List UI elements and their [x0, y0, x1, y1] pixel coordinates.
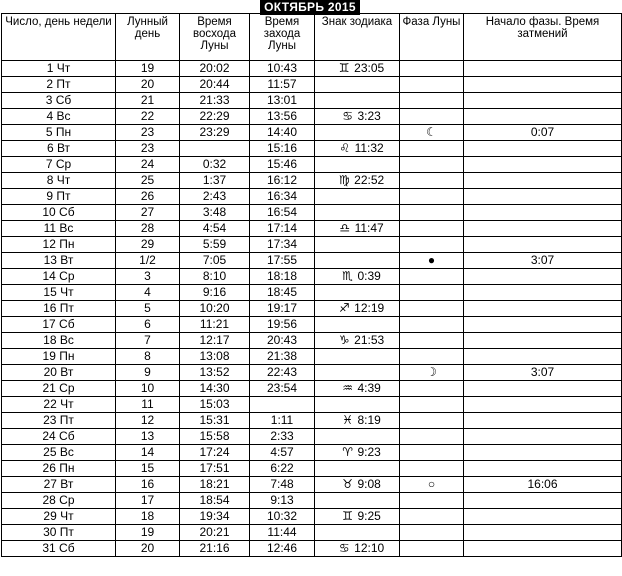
phase-start-cell	[464, 509, 622, 525]
zodiac-sign-icon: ♉	[342, 477, 354, 491]
date-cell: 14 Ср	[2, 269, 116, 285]
moon-phase-icon	[400, 93, 464, 109]
zodiac-sign-cell	[315, 109, 400, 125]
zodiac-sign-icon: ♐	[338, 301, 350, 315]
zodiac-sign-cell	[315, 429, 400, 445]
table-row	[2, 349, 622, 365]
moon-phase-icon	[400, 269, 464, 285]
table-row	[2, 317, 622, 333]
date-cell: 1 Чт	[2, 61, 116, 77]
table-row	[2, 461, 622, 477]
phase-start-cell	[464, 301, 622, 317]
zodiac-sign-icon: ♏	[342, 269, 354, 283]
lunar-day-cell: 23	[116, 141, 180, 157]
phase-start-cell: 16:06	[464, 477, 622, 493]
moonrise-cell: 8:10	[180, 269, 250, 285]
zodiac-sign-time: 11:32	[354, 141, 384, 155]
moon-phase-icon: ●	[400, 253, 464, 269]
lunar-day-cell: 10	[116, 381, 180, 397]
moon-phase-icon	[400, 205, 464, 221]
lunar-day-cell: 20	[116, 77, 180, 93]
lunar-day-cell: 19	[116, 61, 180, 77]
phase-start-cell	[464, 93, 622, 109]
moonrise-cell: 15:58	[180, 429, 250, 445]
date-cell: 6 Вт	[2, 141, 116, 157]
header-phase-start: Начало фазы. Время затмений	[464, 14, 622, 61]
moon-phase-icon	[400, 493, 464, 509]
moon-phase-icon	[400, 221, 464, 237]
moonrise-cell: 21:16	[180, 541, 250, 557]
table-row	[2, 429, 622, 445]
phase-start-cell	[464, 429, 622, 445]
moonset-cell: 19:17	[250, 301, 315, 317]
moonrise-cell: 2:43	[180, 189, 250, 205]
moon-phase-icon	[400, 173, 464, 189]
moonset-cell: 1:11	[250, 413, 315, 429]
zodiac-sign-time: 4:39	[357, 381, 381, 395]
zodiac-sign-cell	[315, 237, 400, 253]
table-row	[2, 445, 622, 461]
lunar-day-cell: 22	[116, 109, 180, 125]
zodiac-sign-icon: ♋	[338, 541, 350, 555]
table-row	[2, 493, 622, 509]
zodiac-sign-cell	[315, 141, 400, 157]
date-cell: 8 Чт	[2, 173, 116, 189]
moon-phase-icon	[400, 509, 464, 525]
date-cell: 9 Пт	[2, 189, 116, 205]
table-row	[2, 285, 622, 301]
moonset-cell: 7:48	[250, 477, 315, 493]
zodiac-sign-cell	[315, 269, 400, 285]
zodiac-sign-icon: ♎	[339, 221, 351, 235]
table-row	[2, 157, 622, 173]
moonset-cell: 23:54	[250, 381, 315, 397]
table-row	[2, 237, 622, 253]
date-cell: 13 Вт	[2, 253, 116, 269]
moonset-cell: 17:14	[250, 221, 315, 237]
zodiac-sign-time: 12:19	[354, 301, 385, 315]
header-moonset: Время захода Луны	[250, 14, 315, 61]
moonset-cell: 18:18	[250, 269, 315, 285]
moonset-cell: 13:01	[250, 93, 315, 109]
moonset-cell: 16:12	[250, 173, 315, 189]
lunar-day-cell: 29	[116, 237, 180, 253]
date-cell: 27 Вт	[2, 477, 116, 493]
header-zodiac-sign: Знак зодиака	[315, 14, 400, 61]
moonrise-cell: 19:34	[180, 509, 250, 525]
moon-phase-icon	[400, 189, 464, 205]
moon-phase-icon	[400, 445, 464, 461]
phase-start-cell: 0:07	[464, 125, 622, 141]
table-row	[2, 205, 622, 221]
moonset-cell: 13:56	[250, 109, 315, 125]
moon-phase-icon	[400, 461, 464, 477]
lunar-day-cell: 19	[116, 525, 180, 541]
zodiac-sign-time: 3:23	[357, 109, 381, 123]
table-row	[2, 477, 622, 493]
table-row	[2, 381, 622, 397]
moonrise-cell: 23:29	[180, 125, 250, 141]
zodiac-sign-cell	[315, 173, 400, 189]
phase-start-cell	[464, 541, 622, 557]
moon-phase-icon	[400, 317, 464, 333]
moon-phase-icon	[400, 77, 464, 93]
page-title: ОКТЯБРЬ 2015	[260, 0, 360, 15]
moonrise-cell: 4:54	[180, 221, 250, 237]
zodiac-sign-icon: ♌	[339, 141, 351, 155]
moonset-cell: 14:40	[250, 125, 315, 141]
zodiac-sign-cell	[315, 301, 400, 317]
header-moonrise: Время восхода Луны	[180, 14, 250, 61]
lunar-day-cell: 1/2	[116, 253, 180, 269]
zodiac-sign-cell	[315, 445, 400, 461]
table-row	[2, 253, 622, 269]
phase-start-cell	[464, 221, 622, 237]
zodiac-sign-cell	[315, 221, 400, 237]
lunar-day-cell: 3	[116, 269, 180, 285]
moonset-cell: 20:43	[250, 333, 315, 349]
moon-phase-icon: ○	[400, 477, 464, 493]
lunar-day-cell: 18	[116, 509, 180, 525]
header-row	[2, 14, 622, 61]
date-cell: 11 Вс	[2, 221, 116, 237]
moonrise-cell: 5:59	[180, 237, 250, 253]
moon-phase-icon	[400, 349, 464, 365]
moonrise-cell: 15:03	[180, 397, 250, 413]
zodiac-sign-cell	[315, 157, 400, 173]
moonrise-cell: 18:21	[180, 477, 250, 493]
date-cell: 5 Пн	[2, 125, 116, 141]
moon-phase-icon	[400, 381, 464, 397]
phase-start-cell	[464, 157, 622, 173]
moon-phase-icon	[400, 429, 464, 445]
date-cell: 24 Сб	[2, 429, 116, 445]
date-cell: 18 Вс	[2, 333, 116, 349]
lunar-day-cell: 14	[116, 445, 180, 461]
moon-phase-icon	[400, 397, 464, 413]
date-cell: 22 Чт	[2, 397, 116, 413]
date-cell: 12 Пн	[2, 237, 116, 253]
moonrise-cell	[180, 141, 250, 157]
moonrise-cell: 13:52	[180, 365, 250, 381]
zodiac-sign-time: 9:25	[357, 509, 381, 523]
zodiac-sign-icon: ♑	[338, 333, 350, 347]
phase-start-cell	[464, 61, 622, 77]
phase-start-cell: 3:07	[464, 365, 622, 381]
moonset-cell: 16:34	[250, 189, 315, 205]
lunar-day-cell: 24	[116, 157, 180, 173]
lunar-day-cell: 28	[116, 221, 180, 237]
phase-start-cell	[464, 397, 622, 413]
table-row	[2, 173, 622, 189]
lunar-day-cell: 12	[116, 413, 180, 429]
phase-start-cell	[464, 285, 622, 301]
phase-start-cell	[464, 317, 622, 333]
moonrise-cell: 20:21	[180, 525, 250, 541]
phase-start-cell	[464, 445, 622, 461]
moonrise-cell: 9:16	[180, 285, 250, 301]
moonrise-cell: 7:05	[180, 253, 250, 269]
moonrise-cell: 0:32	[180, 157, 250, 173]
zodiac-sign-cell	[315, 253, 400, 269]
lunar-day-cell: 25	[116, 173, 180, 189]
lunar-day-cell: 13	[116, 429, 180, 445]
moonrise-cell: 10:20	[180, 301, 250, 317]
moonrise-cell: 20:44	[180, 77, 250, 93]
moonrise-cell: 21:33	[180, 93, 250, 109]
zodiac-sign-cell	[315, 205, 400, 221]
phase-start-cell	[464, 109, 622, 125]
table-row	[2, 93, 622, 109]
lunar-day-cell: 27	[116, 205, 180, 221]
phase-start-cell	[464, 189, 622, 205]
moon-phase-icon	[400, 285, 464, 301]
moon-phase-icon	[400, 301, 464, 317]
phase-start-cell	[464, 493, 622, 509]
moonset-cell: 21:38	[250, 349, 315, 365]
moonset-cell: 11:57	[250, 77, 315, 93]
zodiac-sign-cell	[315, 397, 400, 413]
moon-phase-icon	[400, 525, 464, 541]
zodiac-sign-icon: ♈	[342, 445, 354, 459]
moon-phase-icon	[400, 413, 464, 429]
table-row	[2, 109, 622, 125]
lunar-day-cell: 21	[116, 93, 180, 109]
lunar-day-cell: 26	[116, 189, 180, 205]
moonrise-cell: 22:29	[180, 109, 250, 125]
moon-phase-icon: ☽	[400, 365, 464, 381]
date-cell: 23 Пт	[2, 413, 116, 429]
lunar-day-cell: 7	[116, 333, 180, 349]
zodiac-sign-time: 0:39	[357, 269, 381, 283]
zodiac-sign-time: 21:53	[354, 333, 385, 347]
phase-start-cell	[464, 269, 622, 285]
moonset-cell: 17:34	[250, 237, 315, 253]
zodiac-sign-cell	[315, 493, 400, 509]
zodiac-sign-cell	[315, 541, 400, 557]
zodiac-sign-cell	[315, 93, 400, 109]
moonrise-cell: 17:51	[180, 461, 250, 477]
zodiac-sign-icon: ♒	[342, 381, 354, 395]
zodiac-sign-cell	[315, 189, 400, 205]
table-row	[2, 61, 622, 77]
date-cell: 28 Ср	[2, 493, 116, 509]
moonset-cell: 17:55	[250, 253, 315, 269]
phase-start-cell	[464, 333, 622, 349]
date-cell: 30 Пт	[2, 525, 116, 541]
header-date: Число, день недели	[2, 14, 116, 61]
zodiac-sign-cell	[315, 365, 400, 381]
phase-start-cell	[464, 525, 622, 541]
zodiac-sign-icon: ♓	[342, 413, 354, 427]
moonset-cell	[250, 397, 315, 413]
zodiac-sign-cell	[315, 125, 400, 141]
date-cell: 26 Пн	[2, 461, 116, 477]
date-cell: 19 Пн	[2, 349, 116, 365]
lunar-day-cell: 23	[116, 125, 180, 141]
zodiac-sign-cell	[315, 333, 400, 349]
moonrise-cell: 3:48	[180, 205, 250, 221]
table-row	[2, 333, 622, 349]
moonrise-cell: 20:02	[180, 61, 250, 77]
moonset-cell: 18:45	[250, 285, 315, 301]
moonrise-cell: 1:37	[180, 173, 250, 189]
zodiac-sign-cell	[315, 381, 400, 397]
lunar-day-cell: 17	[116, 493, 180, 509]
phase-start-cell	[464, 205, 622, 221]
table-row	[2, 541, 622, 557]
phase-start-cell	[464, 349, 622, 365]
zodiac-sign-time: 9:08	[357, 477, 381, 491]
date-cell: 29 Чт	[2, 509, 116, 525]
table-row	[2, 125, 622, 141]
date-cell: 25 Вс	[2, 445, 116, 461]
zodiac-sign-time: 9:23	[357, 445, 381, 459]
zodiac-sign-time: 22:52	[354, 173, 385, 187]
lunar-day-cell: 15	[116, 461, 180, 477]
phase-start-cell	[464, 381, 622, 397]
phase-start-cell	[464, 237, 622, 253]
zodiac-sign-cell	[315, 349, 400, 365]
moonrise-cell: 12:17	[180, 333, 250, 349]
date-cell: 4 Вс	[2, 109, 116, 125]
phase-start-cell	[464, 77, 622, 93]
moonset-cell: 16:54	[250, 205, 315, 221]
date-cell: 16 Пт	[2, 301, 116, 317]
moonset-cell: 15:16	[250, 141, 315, 157]
moonset-cell: 11:44	[250, 525, 315, 541]
moonrise-cell: 17:24	[180, 445, 250, 461]
moonset-cell: 6:22	[250, 461, 315, 477]
header-moon-phase: Фаза Луны	[400, 14, 464, 61]
table-row	[2, 413, 622, 429]
table-row	[2, 365, 622, 381]
moonrise-cell: 18:54	[180, 493, 250, 509]
lunar-calendar-table	[1, 13, 622, 557]
table-row	[2, 269, 622, 285]
moonrise-cell: 15:31	[180, 413, 250, 429]
moon-phase-icon	[400, 541, 464, 557]
lunar-day-cell: 6	[116, 317, 180, 333]
table-row	[2, 525, 622, 541]
moonset-cell: 15:46	[250, 157, 315, 173]
date-cell: 2 Пт	[2, 77, 116, 93]
date-cell: 15 Чт	[2, 285, 116, 301]
zodiac-sign-time: 12:10	[354, 541, 385, 555]
moon-phase-icon	[400, 333, 464, 349]
moonset-cell: 22:43	[250, 365, 315, 381]
moonrise-cell: 14:30	[180, 381, 250, 397]
zodiac-sign-time: 23:05	[354, 61, 385, 75]
moonset-cell: 10:32	[250, 509, 315, 525]
moon-phase-icon	[400, 237, 464, 253]
zodiac-sign-cell	[315, 461, 400, 477]
phase-start-cell	[464, 461, 622, 477]
date-cell: 17 Сб	[2, 317, 116, 333]
zodiac-sign-icon: ♋	[342, 109, 354, 123]
phase-start-cell	[464, 173, 622, 189]
lunar-day-cell: 5	[116, 301, 180, 317]
moonset-cell: 4:57	[250, 445, 315, 461]
lunar-day-cell: 4	[116, 285, 180, 301]
moonset-cell: 10:43	[250, 61, 315, 77]
moon-phase-icon	[400, 141, 464, 157]
phase-start-cell	[464, 141, 622, 157]
lunar-day-cell: 20	[116, 541, 180, 557]
zodiac-sign-cell	[315, 477, 400, 493]
zodiac-sign-cell	[315, 509, 400, 525]
moonset-cell: 12:46	[250, 541, 315, 557]
zodiac-sign-cell	[315, 413, 400, 429]
date-cell: 10 Сб	[2, 205, 116, 221]
table-row	[2, 189, 622, 205]
zodiac-sign-cell	[315, 77, 400, 93]
date-cell: 3 Сб	[2, 93, 116, 109]
lunar-day-cell: 8	[116, 349, 180, 365]
phase-start-cell: 3:07	[464, 253, 622, 269]
table-body	[2, 61, 622, 557]
date-cell: 20 Вт	[2, 365, 116, 381]
zodiac-sign-icon: ♍	[338, 173, 350, 187]
table-row	[2, 397, 622, 413]
zodiac-sign-cell	[315, 317, 400, 333]
table-row	[2, 221, 622, 237]
phase-start-cell	[464, 413, 622, 429]
lunar-day-cell: 9	[116, 365, 180, 381]
zodiac-sign-cell	[315, 285, 400, 301]
zodiac-sign-cell	[315, 525, 400, 541]
table-row	[2, 301, 622, 317]
moonrise-cell: 11:21	[180, 317, 250, 333]
moonset-cell: 2:33	[250, 429, 315, 445]
zodiac-sign-time: 8:19	[357, 413, 381, 427]
moon-phase-icon	[400, 61, 464, 77]
zodiac-sign-icon: ♊	[338, 61, 350, 75]
zodiac-sign-time: 11:47	[354, 221, 384, 235]
date-cell: 31 Сб	[2, 541, 116, 557]
table-row	[2, 77, 622, 93]
zodiac-sign-cell	[315, 61, 400, 77]
lunar-day-cell: 16	[116, 477, 180, 493]
header-lunar-day: Лунный день	[116, 14, 180, 61]
moonset-cell: 19:56	[250, 317, 315, 333]
zodiac-sign-icon: ♊	[342, 509, 354, 523]
moon-phase-icon	[400, 157, 464, 173]
lunar-day-cell: 11	[116, 397, 180, 413]
date-cell: 7 Ср	[2, 157, 116, 173]
table-row	[2, 141, 622, 157]
moon-phase-icon: ☾	[400, 125, 464, 141]
moonrise-cell: 13:08	[180, 349, 250, 365]
table-row	[2, 509, 622, 525]
moonset-cell: 9:13	[250, 493, 315, 509]
date-cell: 21 Ср	[2, 381, 116, 397]
moon-phase-icon	[400, 109, 464, 125]
